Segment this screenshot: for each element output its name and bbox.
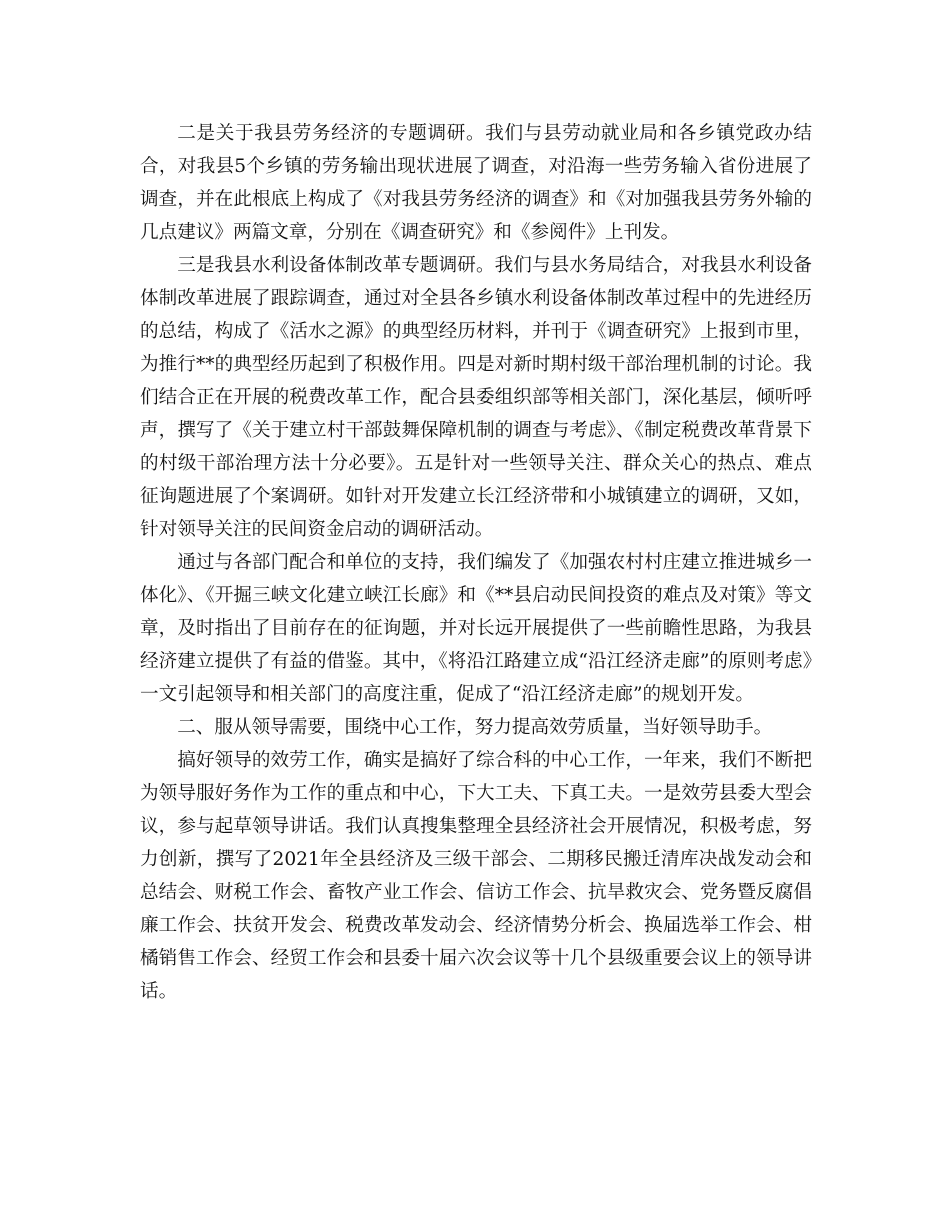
- paragraph-labor-economy-research: 二是关于我县劳务经济的专题调研。我们与县劳动就业局和各乡镇党政办结合，对我县5个乡镇的劳务输出现状进展了调查，对沿海一些劳务输入省份进展了调查，并在此根底上构成了《对我县劳务经济的调查》和《对加强我县劳务外输的几点建议》两篇文章，分别在《调查研究》和《参阅件》上刊发。: [140, 123, 812, 243]
- paragraph-water-facility-reform: 三是我县水利设备体制改革专题调研。我们与县水务局结合，对我县水利设备体制改革进展了跟踪调查，通过对全县各乡镇水利设备体制改革过程中的先进经历的总结，构成了《活水之源》的典型经历材料，并刊于《调查研究》上报到市里，为推行**的典型经历起到了积极作用。四是对新时期村级干部治理机制的讨论。我们结合正在开展的税费改革工作，配合县委组织部等相关部门，深化基层，倾听呼声，撰写了《关于建立村干部鼓舞保障机制的调查与考虑》、《制定税费改革背景下的村级干部治理方法十分必要》。五是针对一些领导关注、群众关心的热点、难点征询题进展了个案调研。如针对开发建立长江经济带和小城镇建立的调研，又如，针对领导关注的民间资金启动的调研活动。: [140, 255, 812, 540]
- paragraph-department-cooperation: 通过与各部门配合和单位的支持，我们编发了《加强农村村庄建立推进城乡一体化》、《开掘三峡文化建立峡江长廊》和《**县启动民间投资的难点及对策》等文章，及时指出了目前存在的征询题，并对长远开展提供了一些前瞻性思路，为我县经济建立提供了有益的借鉴。其中，《将沿江路建立成“沿江经济走廊”的原则考虑》一文引起领导和相关部门的高度注重，促成了“沿江经济走廊”的规划开发。: [140, 552, 812, 705]
- document-body: [140, 117, 812, 1008]
- section-heading-serve-leadership: 二、服从领导需要，围绕中心工作，努力提高效劳质量，当好领导助手。: [177, 717, 773, 738]
- paragraph-leadership-service: 搞好领导的效劳工作，确实是搞好了综合科的中心工作，一年来，我们不断把为领导服好务作为工作的重点和中心，下大工夫、下真工夫。一是效劳县委大型会议，参与起草领导讲话。我们认真搜集整理全县经济社会开展情况，积极考虑，努力创新，撰写了2021年全县经济及三级干部会、二期移民搬迁清库决战发动会和总结会、财税工作会、畜牧产业工作会、信访工作会、抗旱救灾会、党务暨反腐倡廉工作会、扶贫开发会、税费改革发动会、经济情势分析会、换届选举工作会、柑橘销售工作会、经贸工作会和县委十届六次会议等十几个县级重要会议上的领导讲话。: [140, 750, 812, 1002]
